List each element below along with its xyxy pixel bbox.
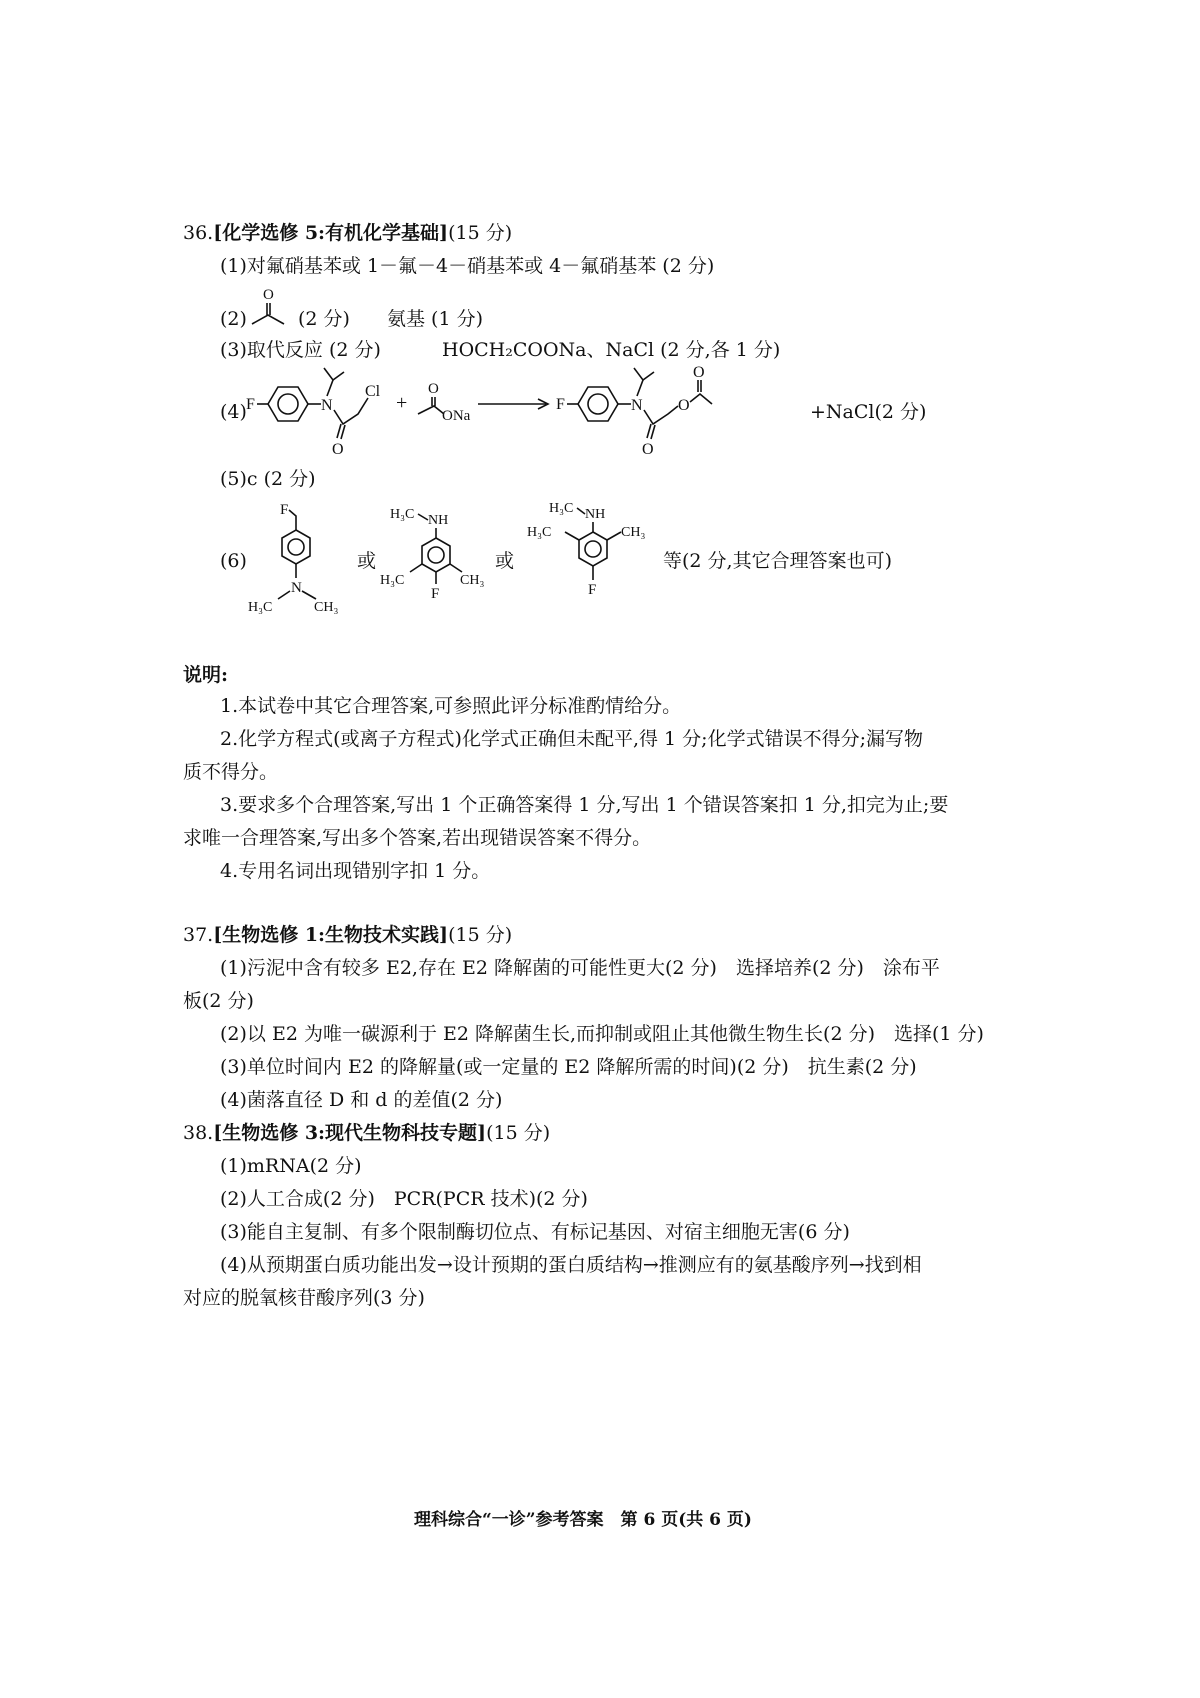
q38-part1: (1)mRNA(2 分)	[220, 1155, 362, 1177]
q37-part3: (3)单位时间内 E2 的降解量(或一定量的 E2 降解所需的时间)(2 分) 抗生素(2 分)	[220, 1056, 917, 1078]
q36-part6-isomer-3	[527, 494, 677, 630]
q37-part1-line-2: 板(2 分)	[183, 990, 254, 1012]
q36-part2-ketone-structure	[246, 284, 292, 332]
q38-part4-line-2: 对应的脱氧核苷酸序列(3 分)	[183, 1287, 425, 1309]
q36-part2-label: (2)	[220, 308, 247, 330]
q36-part4-label: (4)	[220, 401, 247, 423]
isomer2-fluorine: F	[431, 586, 440, 602]
q36-part6-or-2: 或	[495, 550, 515, 572]
carbonyl-oxygen: O	[332, 441, 344, 458]
note-2-line-1: 2.化学方程式(或离子方程式)化学式正确但未配平,得 1 分;化学式错误不得分;漏写物	[220, 728, 923, 750]
ester-oxygen: O	[678, 397, 690, 414]
page-footer: 理科综合“一诊”参考答案 第 6 页(共 6 页)	[414, 1510, 752, 1530]
nitrogen-label: N	[321, 397, 333, 414]
note-1: 1.本试卷中其它合理答案,可参照此评分标准酌情给分。	[220, 695, 682, 717]
isomer2-methyl-left: H₃C	[380, 573, 405, 588]
q37-title: [生物选修 1:生物技术实践]	[213, 924, 449, 946]
isomer3-fluorine: F	[588, 582, 597, 598]
q36-part2-score: (2 分)	[298, 308, 350, 330]
q38-number: 38.	[183, 1122, 214, 1144]
q36-part6-isomer-1	[244, 498, 377, 628]
isomer3-amine: NH	[585, 507, 606, 522]
isomer2-methyl-right: CH₃	[460, 573, 485, 588]
product-fluorine-label: F	[556, 396, 565, 413]
note-3-line-1: 3.要求多个合理答案,写出 1 个正确答案得 1 分,写出 1 个错误答案扣 1 分,扣完为止;要	[220, 794, 949, 816]
q36-part6-label: (6)	[220, 550, 247, 572]
isomer3-methyl-right: CH₃	[621, 525, 646, 540]
isomer1-nitrogen: N	[291, 580, 302, 596]
isomer1-methyl-right: CH₃	[314, 600, 339, 615]
acetate-oxygen: O	[428, 381, 439, 397]
q37-part2: (2)以 E2 为唯一碳源利于 E2 降解菌生长,而抑制或阻止其他微生物生长(2 分) 选择(1 分)	[220, 1023, 984, 1045]
product-nitrogen-label: N	[631, 397, 643, 414]
q38-heading	[183, 1124, 550, 1143]
q36-part6-tail: 等(2 分,其它合理答案也可)	[663, 550, 892, 572]
q36-part3-label: (3)取代反应 (2 分)	[220, 339, 381, 361]
isomer3-methyl-top: H₃C	[549, 501, 574, 516]
isomer2-amine: NH	[428, 513, 449, 528]
q36-number: 36.	[183, 222, 214, 244]
notes-heading: 说明:	[183, 664, 229, 686]
q38-title: [生物选修 3:现代生物科技专题]	[213, 1122, 487, 1144]
chlorine-label: Cl	[365, 383, 381, 400]
q36-heading	[183, 224, 512, 243]
q36-part2-group: 氨基 (1 分)	[387, 308, 483, 330]
plus-sign: +	[396, 392, 408, 414]
q36-part4-tail: +NaCl(2 分)	[810, 401, 927, 423]
q37-part4: (4)菌落直径 D 和 d 的差值(2 分)	[220, 1089, 503, 1111]
sodium-oxide-label: ONa	[442, 408, 471, 424]
fluorine-label: F	[246, 396, 255, 413]
product-carbonyl-oxygen: O	[642, 441, 654, 458]
q36-part4-reaction	[246, 362, 906, 470]
q37-score: (15 分)	[448, 924, 513, 946]
note-3-line-2: 求唯一合理答案,写出多个答案,若出现错误答案不得分。	[183, 827, 652, 849]
product-benzene-ring	[578, 387, 618, 421]
note-2-line-2: 质不得分。	[183, 761, 279, 783]
isomer1-methyl-left: H₃C	[248, 600, 273, 615]
q36-score: (15 分)	[448, 222, 513, 244]
benzene-ring	[268, 387, 308, 421]
note-4: 4.专用名词出现错别字扣 1 分。	[220, 860, 491, 882]
isomer3-methyl-left: H₃C	[527, 525, 552, 540]
q38-part3: (3)能自主复制、有多个限制酶切位点、有标记基因、对宿主细胞无害(6 分)	[220, 1221, 850, 1243]
q36-title: [化学选修 5:有机化学基础]	[213, 222, 449, 244]
q38-score: (15 分)	[486, 1122, 551, 1144]
q36-part2-oxygen: O	[263, 287, 274, 303]
q37-heading	[183, 926, 512, 945]
q36-part5: (5)c (2 分)	[220, 468, 316, 490]
isomer2-methyl-top: H₃C	[390, 507, 415, 522]
q36-part3-answer: HOCH₂COONa、NaCl (2 分,各 1 分)	[442, 339, 781, 361]
q36-part1: (1)对氟硝基苯或 1－氟－4－硝基苯或 4－氟硝基苯 (2 分)	[220, 255, 715, 277]
q38-part2: (2)人工合成(2 分) PCR(PCR 技术)(2 分)	[220, 1188, 588, 1210]
isomer1-fluorine: F	[280, 502, 289, 518]
ester-carbonyl-oxygen: O	[693, 364, 705, 381]
q38-part4-line-1: (4)从预期蛋白质功能出发→设计预期的蛋白质结构→推测应有的氨基酸序列→找到相	[220, 1254, 922, 1276]
q36-part6-or-1: 或	[357, 550, 377, 572]
q37-part1-line-1: (1)污泥中含有较多 E2,存在 E2 降解菌的可能性更大(2 分) 选择培养(2 分) 涂布平	[220, 957, 940, 979]
q37-number: 37.	[183, 924, 214, 946]
